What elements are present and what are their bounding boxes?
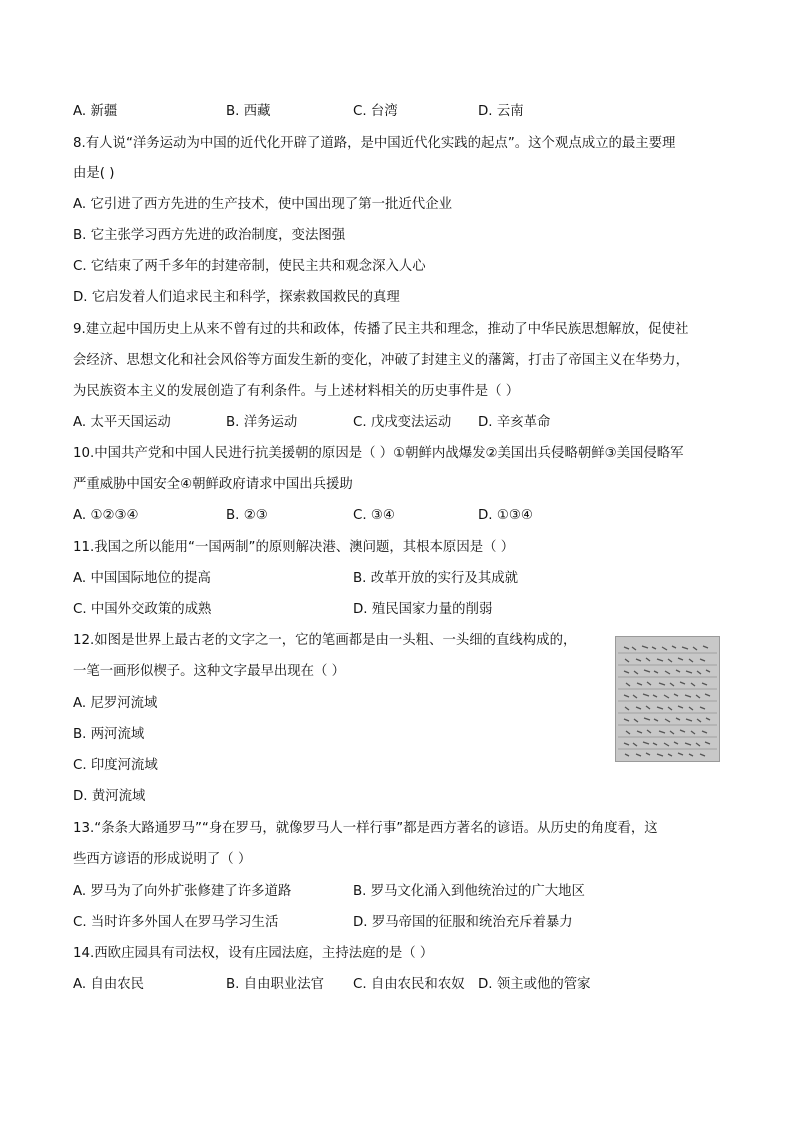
q9-option-d: D. 辛亥革命	[478, 415, 551, 430]
q10-option-a: A. ①②③④	[73, 508, 139, 523]
q14-option-a: A. 自由农民	[73, 977, 144, 992]
q8-option-a: A. 它引进了西方先进的生产技术，使中国出现了第一批近代企业	[73, 197, 452, 212]
q9-option-c: C. 戊戌变法运动	[353, 415, 452, 430]
q11-option-c: C. 中国外交政策的成熟	[73, 602, 212, 617]
q9-option-b: B. 洋务运动	[226, 415, 298, 430]
q10-stem-line2: 严重威胁中国安全④朝鲜政府请求中国出兵援助	[73, 477, 353, 492]
q10-option-b: B. ②③	[226, 508, 268, 523]
q12-option-c: C. 印度河流域	[73, 758, 158, 773]
q8-option-d: D. 它启发着人们追求民主和科学，探索救国救民的真理	[73, 290, 400, 305]
q11-option-d: D. 殖民国家力量的削弱	[353, 602, 493, 617]
q14-option-c: C. 自由农民和农奴	[353, 977, 465, 992]
q11-stem: 11.我国之所以能用“一国两制”的原则解决港、澳问题，其根本原因是（ ）	[73, 540, 515, 555]
q12-option-b: B. 两河流域	[73, 727, 145, 742]
q10-stem-line1: 10.中国共产党和中国人民进行抗美援朝的原因是（ ）①朝鲜内战爆发②美国出兵侵略朝鲜③美国侵略军	[73, 446, 684, 461]
q7-option-b: B. 西藏	[226, 104, 271, 119]
q13-stem-line1: 13.“条条大路通罗马”“身在罗马，就像罗马人一样行事”都是西方著名的谚语。从历史的角度看，这	[73, 821, 658, 836]
q7-option-a: A. 新疆	[73, 104, 118, 119]
q10-option-c: C. ③④	[353, 508, 395, 523]
q8-option-c: C. 它结束了两千多年的封建帝制，使民主共和观念深入人心	[73, 259, 426, 274]
q12-option-a: A. 尼罗河流域	[73, 696, 158, 711]
q11-option-b: B. 改革开放的实行及其成就	[353, 571, 518, 586]
q13-option-d: D. 罗马帝国的征服和统治充斥着暴力	[353, 915, 573, 930]
q7-option-d: D. 云南	[478, 104, 524, 119]
q12-stem-line1: 12.如图是世界上最古老的文字之一，它的笔画都是由一头粗、一头细的直线构成的，	[73, 633, 577, 648]
q11-option-a: A. 中国国际地位的提高	[73, 571, 211, 586]
q7-option-c: C. 台湾	[353, 104, 398, 119]
q9-stem-line2: 会经济、思想文化和社会风俗等方面发生新的变化，冲破了封建主义的藩篱，打击了帝国主义在华势力，	[73, 353, 689, 368]
q13-stem-line2: 些西方谚语的形成说明了（ ）	[73, 852, 252, 867]
q13-option-a: A. 罗马为了向外扩张修建了许多道路	[73, 884, 292, 899]
cuneiform-marks	[616, 637, 719, 761]
q13-option-c: C. 当时许多外国人在罗马学习生活	[73, 915, 279, 930]
q12-option-d: D. 黄河流域	[73, 789, 146, 804]
q8-option-b: B. 它主张学习西方先进的政治制度，变法图强	[73, 228, 346, 243]
cuneiform-tablet-image	[615, 636, 720, 762]
q14-stem: 14.西欧庄园具有司法权，设有庄园法庭，主持法庭的是（ ）	[73, 946, 434, 961]
q8-stem-line2: 由是( )	[73, 166, 115, 181]
q8-stem-line1: 8.有人说“洋务运动为中国的近代化开辟了道路，是中国近代化实践的起点”。这个观点成立的最主要理	[73, 136, 676, 151]
q10-option-d: D. ①③④	[478, 508, 533, 523]
q9-option-a: A. 太平天国运动	[73, 415, 171, 430]
q14-option-b: B. 自由职业法官	[226, 977, 325, 992]
q9-stem-line1: 9.建立起中国历史上从来不曾有过的共和政体，传播了民主共和理念，推动了中华民族思想解放，促使社	[73, 322, 689, 337]
q13-option-b: B. 罗马文化涌入到他统治过的广大地区	[353, 884, 585, 899]
q14-option-d: D. 领主或他的管家	[478, 977, 591, 992]
q12-stem-line2: 一笔一画形似楔子。这种文字最早出现在（ ）	[73, 664, 346, 679]
q9-stem-line3: 为民族资本主义的发展创造了有利条件。与上述材料相关的历史事件是（ ）	[73, 384, 520, 399]
